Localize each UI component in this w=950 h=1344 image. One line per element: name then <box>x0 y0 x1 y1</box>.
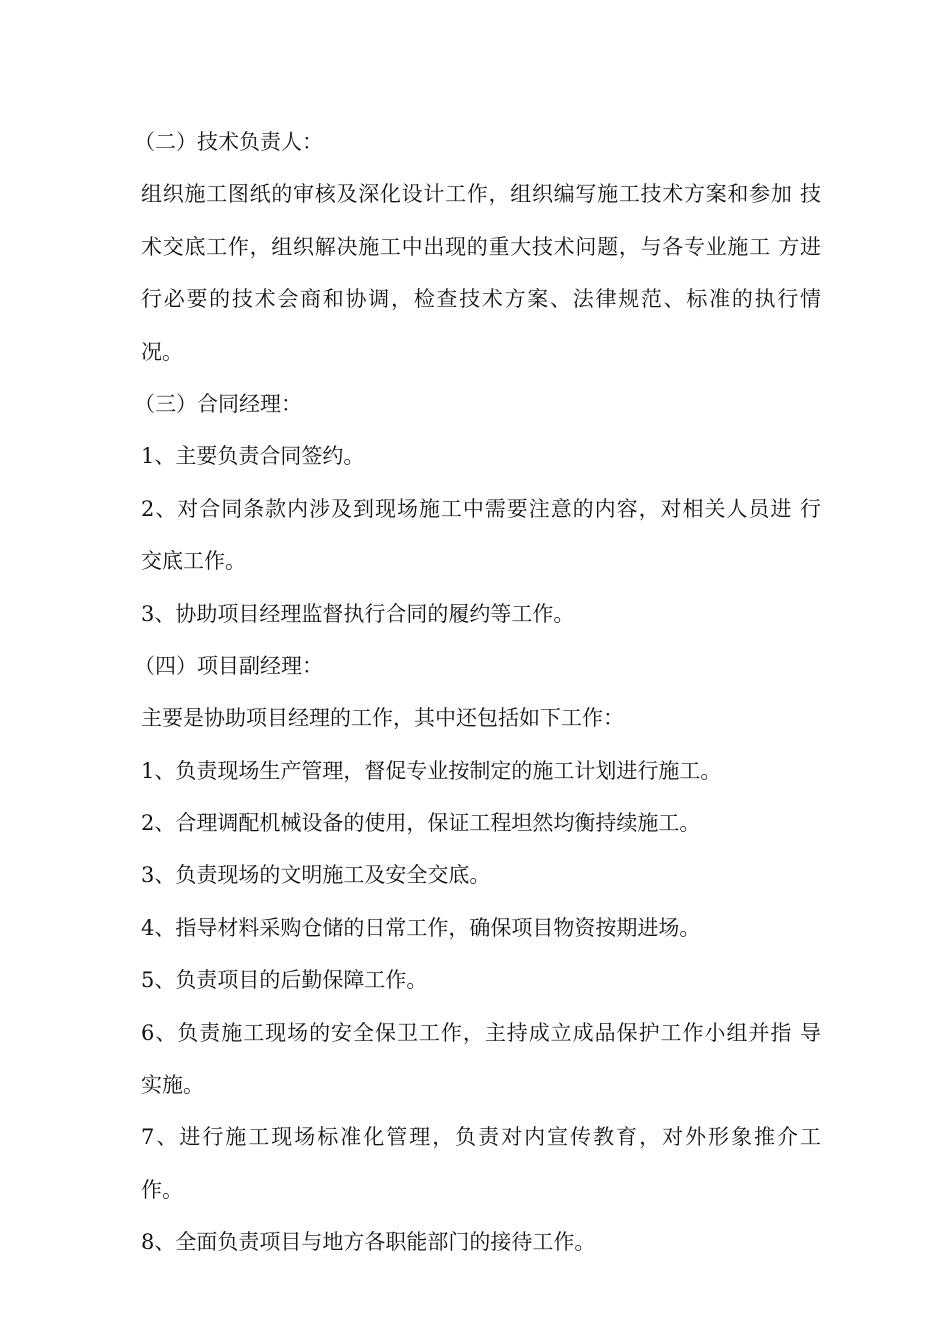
section-heading-contract-manager: （三）合同经理： <box>134 391 302 416</box>
section-heading-deputy-manager: （四）项目副经理： <box>134 653 323 678</box>
list-item-continuation: 作。 <box>141 1177 183 1202</box>
list-item: 4、指导材料采购仓储的日常工作，确保项目物资按期进场。 <box>141 915 701 940</box>
list-item: 2、合理调配机械设备的使用，保证工程坦然均衡持续施工。 <box>141 811 701 836</box>
paragraph-line: 行必要的技术会商和协调，检查技术方案、法律规范、标准的执行情 <box>141 287 821 312</box>
list-item-continuation: 实施。 <box>141 1073 204 1098</box>
list-item: 1、主要负责合同签约。 <box>141 444 365 469</box>
paragraph-line: 况。 <box>141 339 183 364</box>
list-item: 3、负责现场的文明施工及安全交底。 <box>141 863 491 888</box>
list-item: 3、协助项目经理监督执行合同的履约等工作。 <box>141 601 575 626</box>
paragraph-line: 组织施工图纸的审核及深化设计工作，组织编写施工技术方案和参加 技 <box>141 182 821 207</box>
list-item: 2、对合同条款内涉及到现场施工中需要注意的内容，对相关人员进 行 <box>141 496 821 521</box>
list-item: 7、进行施工现场标准化管理，负责对内宣传教育，对外形象推介工 <box>141 1125 821 1150</box>
paragraph-line: 术交底工作，组织解决施工中出现的重大技术问题，与各专业施工 方进 <box>141 234 821 259</box>
list-item-continuation: 交底工作。 <box>141 549 246 574</box>
list-item: 8、全面负责项目与地方各职能部门的接待工作。 <box>141 1230 596 1255</box>
paragraph-line: 主要是协助项目经理的工作，其中还包括如下工作： <box>141 706 624 731</box>
list-item: 5、负责项目的后勤保障工作。 <box>141 968 428 993</box>
list-item: 1、负责现场生产管理，督促专业按制定的施工计划进行施工。 <box>141 758 722 783</box>
list-item: 6、负责施工现场的安全保卫工作，主持成立成品保护工作小组并指 导 <box>141 1020 821 1045</box>
section-heading-technical-lead: （二）技术负责人： <box>134 130 323 154</box>
document-body <box>134 116 821 1269</box>
